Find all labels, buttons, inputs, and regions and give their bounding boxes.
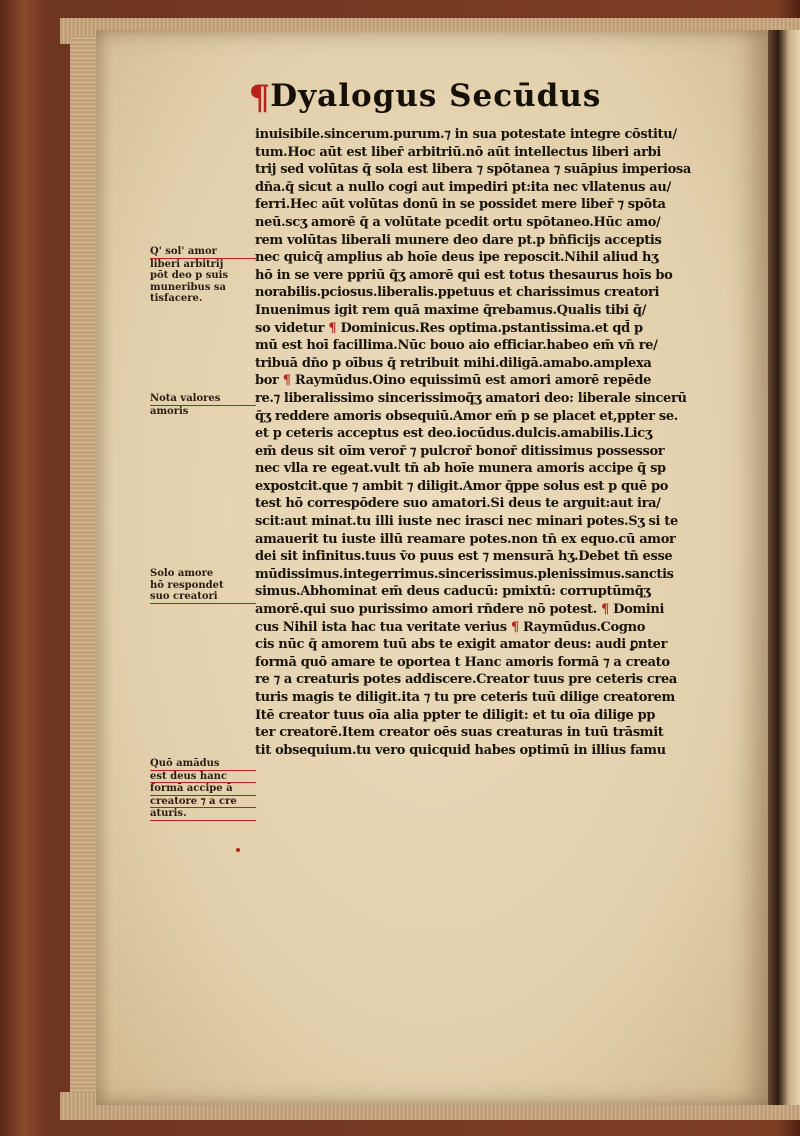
pilcrow-icon: ¶ [601, 602, 609, 618]
text-line: em̄ deus sit oīm veror̄ ⁊ pulcror̄ bonor̄ ditissimus possessor [255, 443, 665, 459]
text-line: Itē creator tuus oīa alia ppter te diligit: et tu oīa dilige pp [255, 707, 656, 723]
text-line: dei sit infinitus.tuus v̄o puus est ⁊ mensurā hʒ.Debet tn̄ esse [255, 549, 673, 565]
text-line: tum.Hoc aūt est liber̄ arbitriū.nō aūt intellectus liberi arbi [255, 144, 661, 160]
book-gutter [764, 30, 800, 1105]
marginal-note-line: formā accipe ā [150, 783, 256, 796]
text-line: ter creatorē.Item creator oēs suas creaturas in tuū trāsmit [255, 725, 664, 741]
running-head [200, 78, 650, 128]
marginal-note-love-response [150, 568, 256, 604]
main-text-block [255, 126, 725, 759]
text-line: bor ¶ Raymūdus.Oino equissimū est amori amorē repēde [255, 373, 652, 389]
text-line: amorē.qui suo purissimo amori rn̄dere nō potest. ¶ Domini [255, 602, 665, 618]
text-line: dn̄a.q̄ sicut a nullo cogi aut impediri pt:ita nec vllatenus au/ [255, 179, 671, 195]
text-line: re ⁊ a creaturis potes addiscere.Creator tuus pre ceteris crea [255, 672, 677, 688]
text-line: neū.scʒ amorē q̄ a volūtate pcedit ortu spōtaneo.Hūc amo/ [255, 214, 661, 230]
marginal-note-line: amoris [150, 405, 189, 417]
marginal-note-line: liberi arbitrij [150, 258, 224, 270]
rubric-mark [236, 848, 240, 852]
text-line: simus.Abhominat em̄ deus caducū: pmixtū: corruptūmq̄ʒ [255, 584, 651, 600]
text-line: et p ceteris acceptus est deo.iocūdus.dulcis.amabilis.Licʒ [255, 426, 652, 442]
text-line: expostcit.que ⁊ ambit ⁊ diligit.Amor q̄ppe solus est p quē po [255, 478, 669, 494]
text-line: cus Nihil ista hac tua veritate verius ¶ Raymūdus.Cogno [255, 619, 646, 635]
text-line: mūdissimus.integerrimus.sincerissimus.plenissimus.sanctis [255, 566, 674, 582]
pilcrow-icon: ¶ [248, 78, 271, 118]
text-line: tribuā dn̄o p oībus q̄ retribuit mihi.diligā.amabo.amplexa [255, 355, 652, 371]
text-line: formā quō amare te oportea t Hanc amoris formā ⁊ a creato [255, 654, 670, 670]
text-line: turis magis te diligit.ita ⁊ tu pre ceteris tuū dilige creatorem [255, 690, 675, 705]
text-line: so videtur ¶ Dominicus.Res optima.pstantissima.et qd̄ p [255, 320, 643, 336]
marginal-note-line: Q' sol' amor [150, 246, 256, 259]
text-line: scit:aut minat.tu illi iuste nec irasci nec minari potes.Sʒ si te [255, 514, 678, 530]
marginal-note-value-of-love [150, 393, 256, 417]
text-line: test hō correspōdere suo amatori.Si deus te arguit:aut ira/ [255, 496, 661, 512]
text-line: rem volūtas liberali munere deo dare pt.p bn̄ficijs acceptis [255, 232, 662, 248]
text-line: norabilis.pciosus.liberalis.ppetuus et charissimus creatori [255, 285, 660, 301]
marginal-note-line: Solo amore [150, 568, 214, 579]
running-head-title: Dyalogus Secūdus [270, 78, 602, 114]
pilcrow-icon: ¶ [510, 619, 519, 635]
text-line: amauerit tu iuste illū reamare potes.non tn̄ ex equo.cū amor [255, 531, 676, 547]
text-line: mū est hoī facillima.Nūc bouo aio efficiar.habeo em̄ vn̄ re/ [255, 338, 658, 354]
marginal-note-line: pōt deo p suis [150, 270, 229, 281]
marginal-note-line: est deus hanc [150, 771, 256, 784]
text-line: q̄ʒ reddere amoris obsequiū.Amor em̄ p se placet et,ppter se. [255, 408, 678, 424]
marginal-note-how-to-love [150, 758, 256, 821]
text-line: trij sed volūtas q̄ sola est libera ⁊ spōtanea ⁊ suāpius imperiosa [255, 162, 691, 178]
marginal-note-line: Nota valores [150, 393, 256, 406]
text-line: cis nūc q̄ amorem tuū abs te exigit amator deus: audi ꝑnter [255, 637, 668, 653]
marginal-note-line: suo creatori [150, 591, 256, 604]
marginal-note-line: muneribus sa [150, 281, 227, 293]
text-line: ferri.Hec aūt volūtas donū in se possidet mere liber̄ ⁊ spōta [255, 197, 666, 213]
marginal-note-line: tisfacere. [150, 293, 203, 304]
text-line: tit obsequium.tu vero quicquid habes optimū in illius famu [255, 742, 666, 758]
text-line: inuisibile.sincerum.purum.⁊ in sua potestate integre cōstitu/ [255, 127, 677, 142]
pilcrow-icon: ¶ [328, 320, 337, 336]
text-line: nec vlla re egeat.vult tn̄ ab hoīe munera amoris accipe q̄ sp [255, 461, 666, 477]
marginal-note-line: aturis. [150, 808, 256, 821]
pilcrow-icon: ¶ [282, 373, 291, 389]
text-line: nec quicq̄ amplius ab hoīe deus ipe reposcit.Nihil aliud hʒ [255, 250, 659, 266]
text-line: Inuenimus igit rem quā maxime q̄rebamus.Qualis tibi q̄/ [255, 302, 646, 318]
text-line: hō in se vere ppriū q̄ʒ amorē qui est totus thesaurus hoīs bo [255, 267, 673, 283]
marginal-note-line: Quō amādus [150, 758, 256, 771]
marginal-note-line: hō respondet [150, 579, 224, 591]
text-line: re.⁊ liberalissimo sincerissimoq̄ʒ amatori deo: liberale sincerū [255, 390, 687, 406]
marginal-note-free-will [150, 246, 256, 305]
marginal-note-line: creatore ⁊ a cre [150, 796, 256, 809]
